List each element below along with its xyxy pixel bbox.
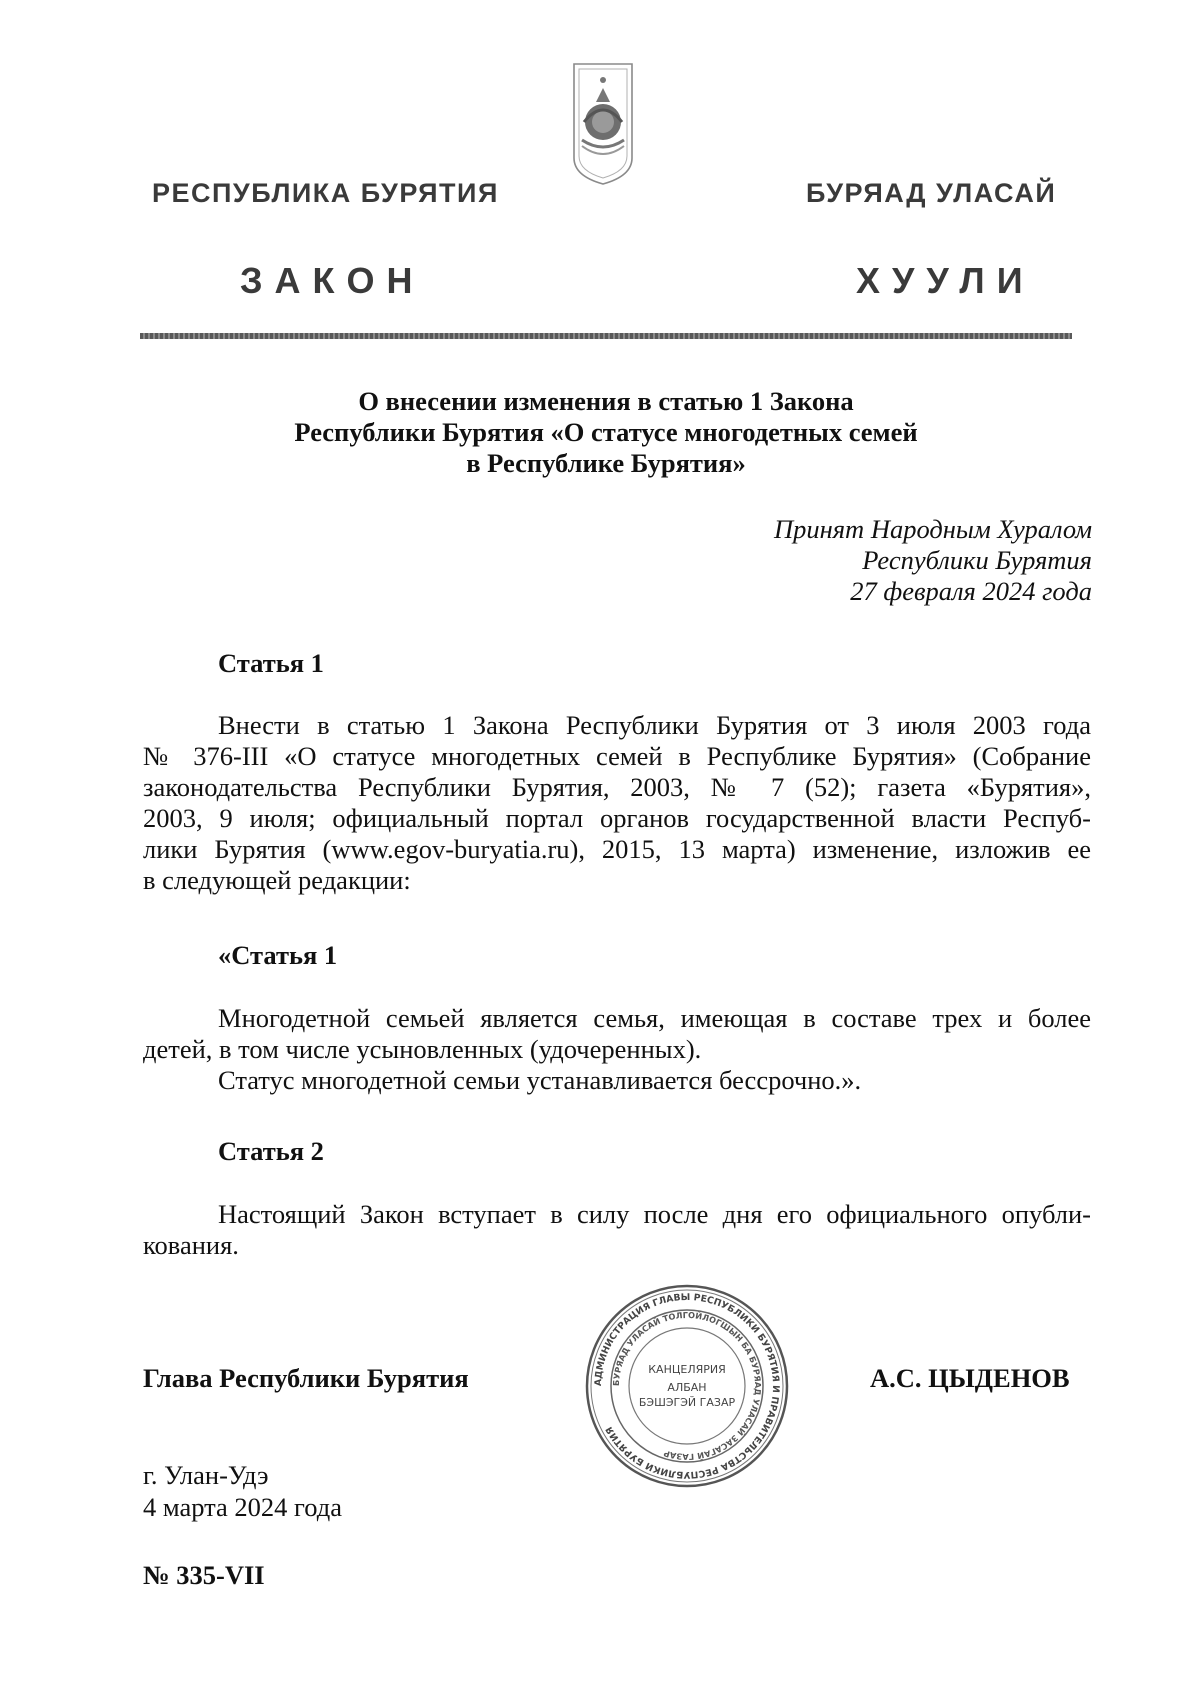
adoption-line: 27 февраля 2024 года: [850, 576, 1092, 606]
title-line: Республики Бурятия «О статусе многодетных семей: [294, 417, 918, 447]
seal-inner-text: БУРЯАД УЛАСАЙ ТОЛГОЙЛОГШЫН БА БУРЯАД УЛАСАЙ ЗАСАГАЙ ГАЗАР: [610, 1309, 764, 1463]
header-law-ru: ЗАКОН: [240, 260, 425, 301]
article-2-heading: Статья 2: [218, 1136, 324, 1166]
seal-center-line: АЛБАН: [667, 1381, 707, 1394]
text-line: кования.: [143, 1230, 239, 1260]
place-and-date: [143, 1459, 342, 1523]
law-number: № 335-VII: [143, 1560, 265, 1590]
text-line: 2003, 9 июля; официальный портал органов государственной власти Респуб-: [143, 803, 1091, 833]
city: г. Улан-Удэ: [143, 1460, 269, 1490]
text-line: Статус многодетной семьи устанавливается бессрочно.».: [218, 1065, 862, 1095]
text-line: Настоящий Закон вступает в силу после дня его официального опубли-: [218, 1199, 1091, 1229]
title-line: в Республике Бурятия»: [466, 448, 746, 478]
seal-center-line: БЭШЭГЭЙ ГАЗАР: [638, 1396, 736, 1409]
official-seal-icon: [584, 1283, 790, 1489]
article-1-text: [143, 710, 1091, 896]
text-line: лики Бурятия (www.egov-buryatia.ru), 2015, 13 марта) изменение, изложив ее: [143, 834, 1091, 864]
amended-article-text: [143, 1003, 1091, 1096]
signing-date: 4 марта 2024 года: [143, 1492, 342, 1522]
header-republic-bur: БУРЯАД УЛАСАЙ: [806, 178, 1057, 208]
title-line: О внесении изменения в статью 1 Закона: [358, 386, 854, 416]
seal-center-line: КАНЦЕЛЯРИЯ: [648, 1363, 726, 1376]
amended-article-heading: «Статья 1: [218, 940, 338, 970]
adoption-line: Принят Народным Хуралом: [773, 514, 1092, 544]
text-line: № 376-III «О статусе многодетных семей в Республике Бурятия» (Собрание: [143, 741, 1091, 771]
text-line: Внести в статью 1 Закона Республики Бурятия от 3 июля 2003 года: [218, 710, 1091, 740]
text-line: в следующей редакции:: [143, 865, 411, 895]
text-line: детей, в том числе усыновленных (удочеренных).: [143, 1034, 702, 1064]
header-law-bur: ХУУЛИ: [856, 260, 1035, 301]
article-1-heading: Статья 1: [218, 648, 324, 678]
header-divider: [140, 333, 1072, 339]
signatory-name: А.С. ЦЫДЕНОВ: [870, 1363, 1070, 1393]
document-title: [140, 386, 1072, 479]
header-republic-ru: РЕСПУБЛИКА БУРЯТИЯ: [152, 178, 499, 208]
text-line: законодательства Республики Бурятия, 2003, № 7 (52); газета «Бурятия»,: [143, 772, 1091, 802]
adoption-line: Республики Бурятия: [862, 545, 1092, 575]
adoption-note: [600, 514, 1092, 607]
signatory-title: Глава Республики Бурятия: [143, 1363, 469, 1393]
article-2-text: [143, 1199, 1091, 1261]
coat-of-arms-icon: [570, 58, 636, 186]
seal-outer-text: АДМИНИСТРАЦИЯ ГЛАВЫ РЕСПУБЛИКИ БУРЯТИЯ И ПРАВИТЕЛЬСТВА РЕСПУБЛИКИ БУРЯТИЯ: [592, 1291, 782, 1481]
text-line: Многодетной семьей является семья, имеющая в составе трех и более: [218, 1003, 1091, 1033]
